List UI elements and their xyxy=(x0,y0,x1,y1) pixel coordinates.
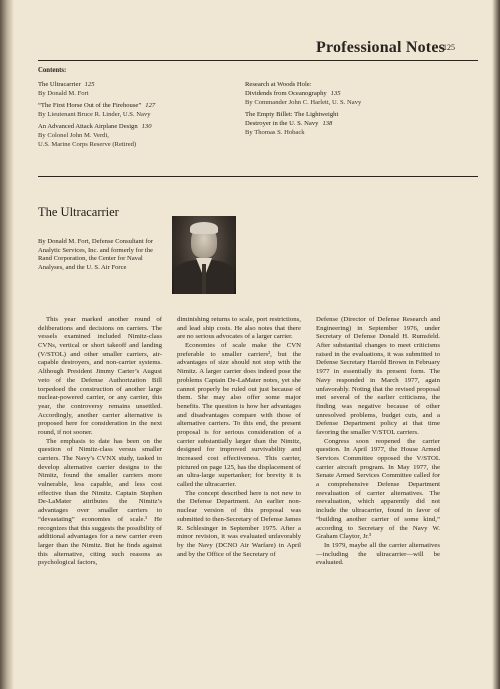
paragraph: Defense (Director of Defense Research and Engineering) in September 1976, under Secretary of Defense Donald H. Rumsfeld. After substantial changes to meet criticisms raised in the evaluations, it was submitted to Defense Secretary Harold Brown in February 1977 in essentially its present form. The Navy responded in March 1977, again unfavorably. Noting that the revised proposal met several of the earlier criticisms, the finding was negative because of other unresolved problems, budget cuts, and a Defense Department policy at that time favoring the smaller V/STOL carriers. xyxy=(316,316,440,436)
entry-author-line2: U.S. Marine Corps Reserve (Retired) xyxy=(38,141,137,148)
page-number: 125 xyxy=(443,43,455,52)
contents-left-column xyxy=(38,80,238,152)
body-column-3 xyxy=(316,316,440,568)
entry-page: 127 xyxy=(145,102,156,109)
entry-title-line2: Dividends from Oceanography xyxy=(245,90,327,97)
contents-entry xyxy=(38,122,238,149)
entry-title: An Advanced Attack Airplane Design xyxy=(38,123,138,130)
page-edge xyxy=(492,0,500,689)
entry-title: The Ultracarrier xyxy=(38,81,81,88)
section-header xyxy=(316,39,488,59)
article-title: The Ultracarrier xyxy=(38,205,119,219)
entry-author: By Thomas S. Hoback xyxy=(245,129,305,136)
entry-author: By Colonel John M. Verdi, xyxy=(38,132,109,139)
paragraph: This year marked another round of deliberations and decisions on carriers. The vessels examined included Nimitz-class CVNs, vertical or short takeoff and landing (V/STOL) and other smaller carriers, air-capable destroyers, and non-carrier systems. Although President Jimmy Carter’s August veto of the Defense Authorization Bill torpedoed the construction of another large nuclear-powered carrier, or any carrier, this year, the controversy remains unsettled. Accordingly, another carrier alternative is proposed here for consideration in the next round, if not sooner. xyxy=(38,316,162,436)
entry-title-line2: Destroyer in the U. S. Navy xyxy=(245,120,319,127)
entry-title: “The First Horse Out of the Firehouse” xyxy=(38,102,142,109)
article-byline: By Donald M. Fort, Defense Consultant for Analytic Services, Inc. and formerly for the Rand Corporation, the Center for Naval Analyses, and the U. S. Air Force xyxy=(38,238,154,271)
contents-rule xyxy=(38,176,478,177)
contents-entry xyxy=(38,101,238,119)
spine-shadow xyxy=(0,0,14,689)
paragraph: diminishing returns to scale, port restrictions, and lead ship costs. He also notes that there are no serious advocates of a larger carrier. xyxy=(177,316,301,341)
entry-page: 130 xyxy=(141,123,152,130)
contents-box xyxy=(38,66,478,176)
body-column-2 xyxy=(177,316,301,559)
paragraph: In 1979, maybe all the carrier alternatives—including the ultracarrier—will be evaluated. xyxy=(316,541,440,567)
entry-page: 135 xyxy=(330,90,341,97)
entry-page: 138 xyxy=(322,120,333,127)
entry-author: By Donald M. Fort xyxy=(38,90,89,97)
entry-author: By Commander John C. Harlett, U. S. Navy xyxy=(245,99,362,106)
header-rule xyxy=(38,60,478,61)
section-title: Professional Notes xyxy=(316,39,446,56)
entry-title: The Empty Billet: The Lightweight xyxy=(245,111,339,118)
paragraph: The emphasis to date has been on the question of Nimitz-class versus smaller carriers. The Navy’s CVNX study, tasked to develop alternative carrier designs to the Nimitz, found the smaller carriers more vulnerable, less capable, and less cost effective than the Nimitz. Captain Stephen De-LaMater attributes the Nimitz’s advantages over smaller carriers to “devastating” economies of scale.¹ He recognizes that this suggests the possibility of additional advantages for a new carrier even larger than the Nimitz. But he finds against this alternative, citing such reasons as psychological factors, xyxy=(38,437,162,567)
paragraph: The concept described here is not new to the Defense Department. An earlier non-nuclear version of this proposal was submitted to then-Secretary of Defense James R. Schlesinger in September 1975. After a minor revision, it was evaluated unfavorably by the Navy (DCNO Air Warfare) in April and by the Office of the Secretary of xyxy=(177,489,301,558)
entry-author: By Lieutenant Bruce R. Linder, U.S. Navy xyxy=(38,111,151,118)
paragraph: Economies of scale make the CVN preferable to smaller carriers², but the advantages of size should not stop with the Nimitz. A larger carrier does indeed pose the problems Captain De-LaMater notes, yet she cannot properly be ruled out just because of them. She may also offer some major benefits. The question is how her advantages and disadvantages compare with those of alternative carriers. To this end, the present proposal is for serious consideration of a carrier substantially larger than the Nimitz, designed for improved survivability and increased cost effectiveness. This carrier, pictured on page 125, has the displacement of an ultra-large supertanker; for brevity it is called the ultracarrier. xyxy=(177,342,301,489)
entry-title: Research at Woods Hole: xyxy=(245,81,312,88)
body-column-1 xyxy=(38,316,162,568)
contents-entry xyxy=(245,80,445,107)
contents-entry xyxy=(245,110,445,137)
contents-entry xyxy=(38,80,238,98)
author-photo xyxy=(172,216,236,294)
contents-right-column xyxy=(245,80,445,140)
entry-page: 125 xyxy=(84,81,95,88)
paragraph: Congress soon reopened the carrier question. In April 1977, the House Armed Services Committee opposed the V/STOL carrier aircraft program. In May 1977, the Senate Armed Services Committee called for a comprehensive Defense Department reevaluation of carrier alternatives. The reevaluation, which apparently did not include the ultracarrier, found in favor of “building another carrier of some kind,” according to Secretary of the Navy W. Graham Claytor, Jr.³ xyxy=(316,437,440,541)
contents-label: Contents: xyxy=(38,67,67,74)
